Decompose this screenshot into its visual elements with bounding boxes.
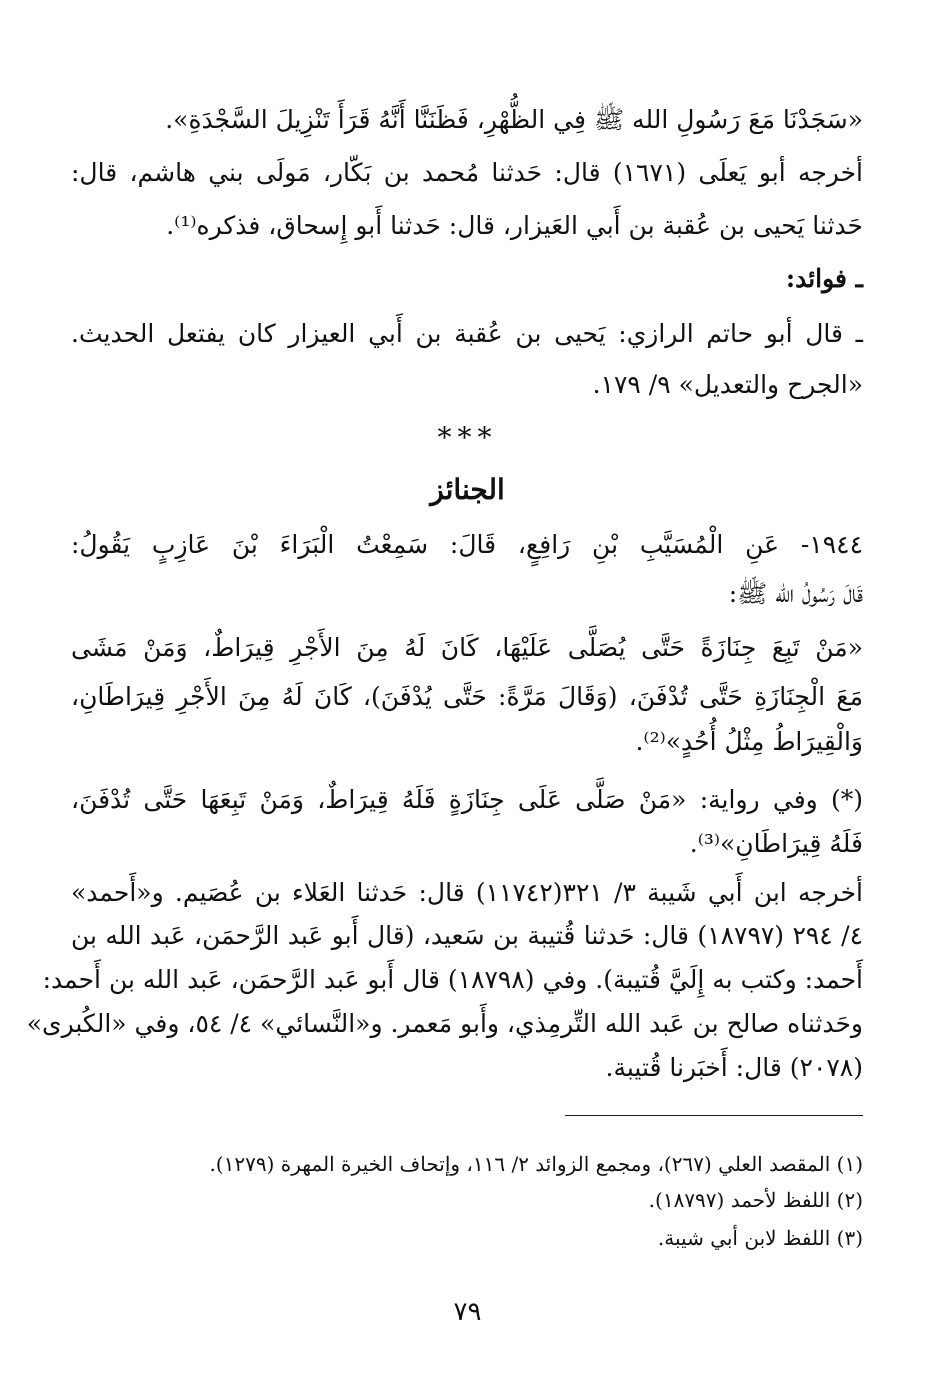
hadith-isnad-line: قَالَ رَسُولُ الله ﷺ: bbox=[728, 579, 863, 608]
section-separator: *** bbox=[437, 421, 498, 454]
benefits-label: ـ فوائد: bbox=[785, 264, 863, 293]
chapter-heading: الجنائز bbox=[430, 473, 505, 506]
benefit-source: «الجرح والتعديل» ٩/ ١٧٩. bbox=[592, 370, 863, 399]
riwaya-line: فَلَهُ قِيرَاطَانِ»⁽³⁾. bbox=[689, 829, 863, 858]
benefit-line: ـ قال أبو حاتم الرازي: يَحيى بن عُقبة بن أَبي العيزار كان يفتعل الحديث. bbox=[71, 319, 863, 348]
takhrij-line: أَحمد: وكتب به إِلَيَّ قُتيبة). وفي (١٨٧٩٨) قال أَبو عَبد الرَّحمَن، عَبد الله بن أَحمد: bbox=[42, 965, 863, 994]
takhrij-line: حَدثنا يَحيى بن عُقبة بن أَبي العَيزار، قال: حَدثنا أَبو إِسحاق، فذكره⁽¹⁾. bbox=[166, 211, 863, 240]
takhrij-line: (٢٠٧٨) قال: أَخبَرنا قُتيبة. bbox=[605, 1053, 863, 1082]
hadith-matn-line: مَعَ الْجِنَازَةِ حَتَّى تُدْفَنَ، (وَقَالَ مَرَّةً: حَتَّى يُدْفَنَ)، كَانَ لَهُ مِنَ الأَجْرِ قِيرَاطَانِ، bbox=[71, 682, 863, 711]
takhrij-line: أخرجه ابن أَبي شَيبة ٣/ ٣٢١(١١٧٤٢) قال: حَدثنا العَلاء بن عُصَيم. و«أَحمد» bbox=[71, 878, 863, 907]
riwaya-line: (*) وفي رواية: «مَنْ صَلَّى عَلَى جِنَازَةٍ فَلَهُ قِيرَاطٌ، وَمَنْ تَبِعَهَا حَتَّى تُدْفَنَ، bbox=[71, 785, 863, 814]
takhrij-line: ٤/ ٢٩٤ (١٨٧٩٧) قال: حَدثنا قُتيبة بن سَعيد، (قال أَبو عَبد الرَّحمَن، عَبد الله بن bbox=[71, 921, 864, 950]
footnote-1: (١) المقصد العلي (٢٦٧)، ومجمع الزوائد ٢/ ١١٦، وإتحاف الخيرة المهرة (١٢٧٩). bbox=[209, 1152, 863, 1176]
takhrij-line: أخرجه أبو يَعلَى (١٦٧١) قال: حَدثنا مُحمد بن بَكّار، مَولَى بني هاشم، قال: bbox=[71, 158, 863, 187]
hadith-text-line: «سَجَدْنَا مَعَ رَسُولِ الله ﷺ فِي الظُّهْرِ، فَظَنَنَّا أَنَّهُ قَرَأَ تَنْزِيلَ السَّجْدَةِ». bbox=[165, 105, 863, 134]
footnote-3: (٣) اللفظ لابن أبي شيبة. bbox=[657, 1226, 863, 1250]
footnote-divider bbox=[565, 1115, 863, 1116]
hadith-matn-line: وَالْقِيرَاطُ مِثْلُ أُحُدٍ»⁽²⁾. bbox=[635, 727, 863, 756]
takhrij-line: وحَدثناه صالح بن عَبد الله التِّرمِذي، وأَبو مَعمر. و«النَّسائي» ٤/ ٥٤، وفي «الكُبرى» bbox=[26, 1009, 863, 1038]
page-number: ٧٩ bbox=[453, 1297, 482, 1327]
footnote-2: (٢) اللفظ لأحمد (١٨٧٩٧). bbox=[648, 1188, 863, 1212]
hadith-isnad-line: ١٩٤٤- عَنِ الْمُسَيَّبِ بْنِ رَافِعٍ، قَالَ: سَمِعْتُ الْبَرَاءَ بْنَ عَازِبٍ يَقُولُ: bbox=[71, 530, 863, 559]
hadith-matn-line: «مَنْ تَبِعَ جِنَازَةً حَتَّى يُصَلَّى عَلَيْهَا، كَانَ لَهُ مِنَ الأَجْرِ قِيرَاطٌ، وَمَنْ مَشَى bbox=[71, 633, 863, 662]
